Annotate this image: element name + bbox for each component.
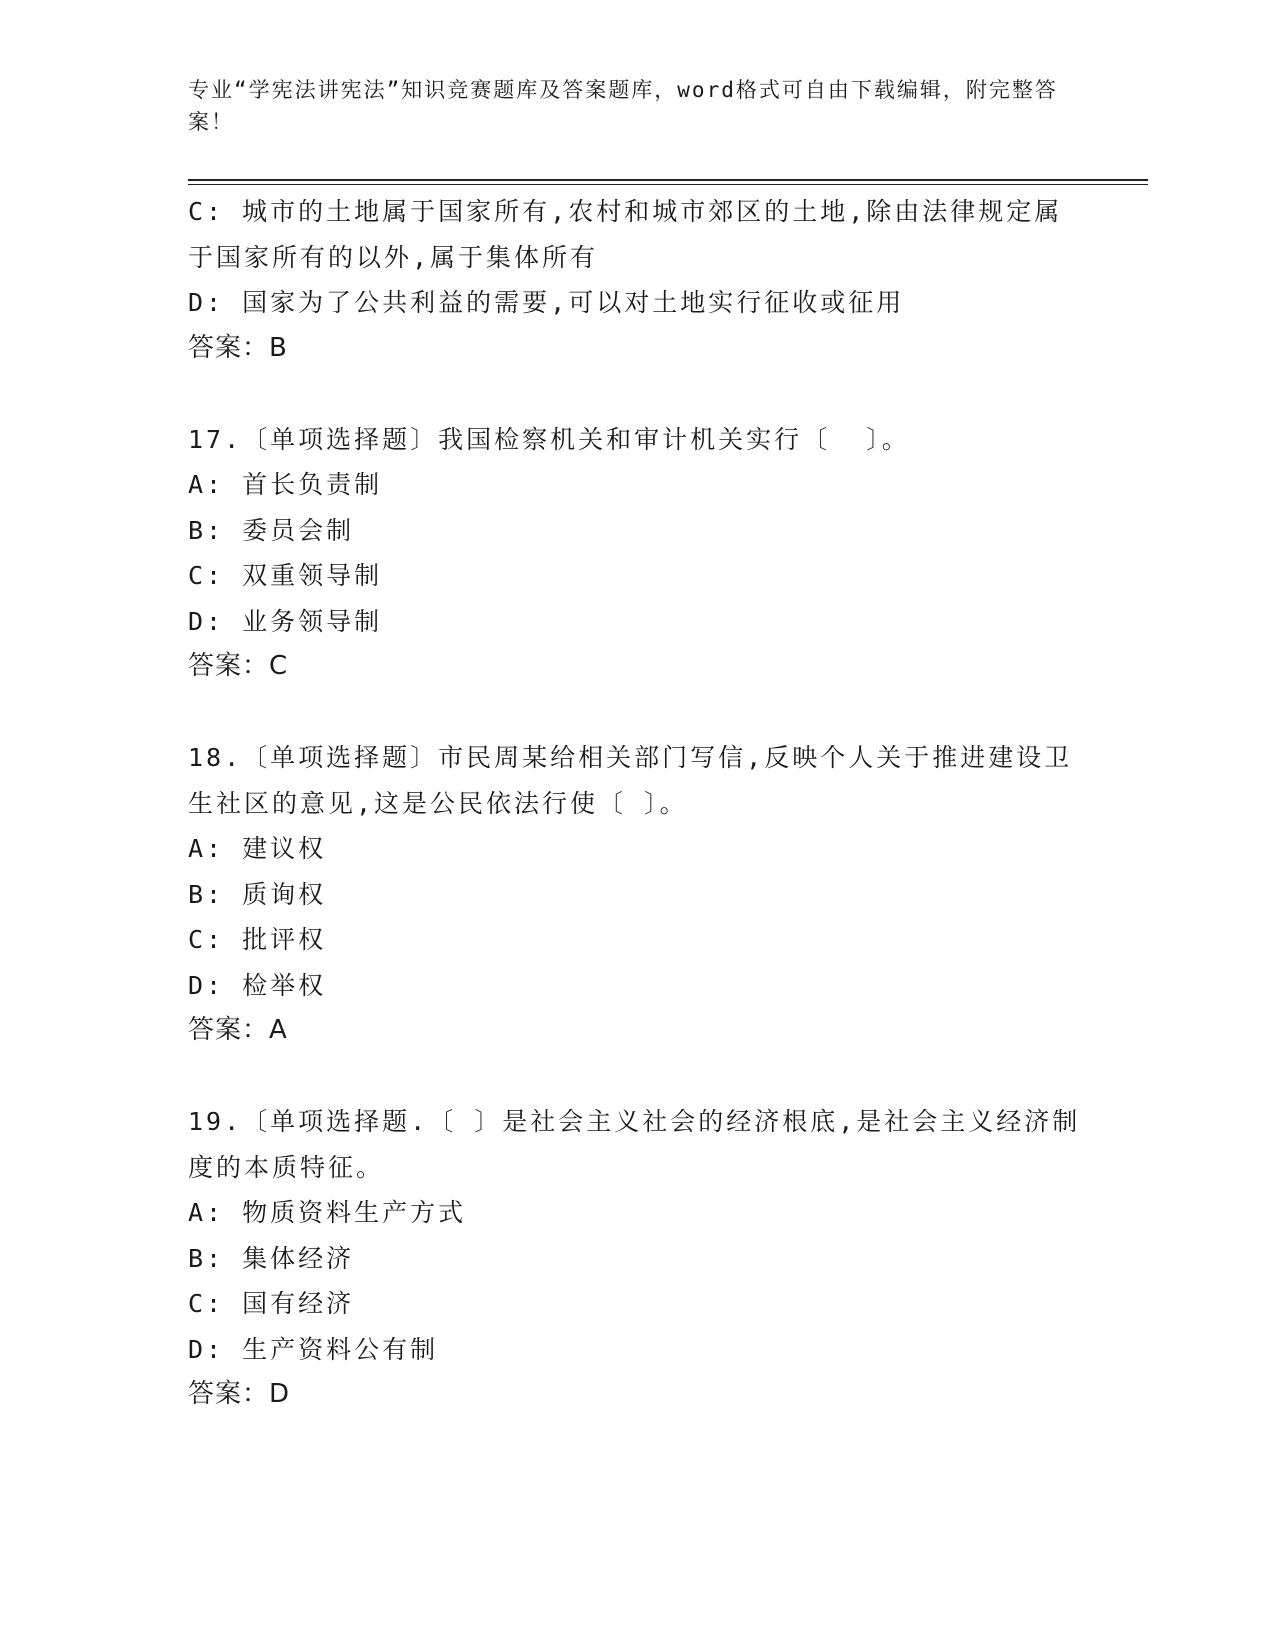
option-a: A: 物质资料生产方式 [188, 1198, 467, 1227]
option-b: B: 集体经济 [188, 1243, 355, 1273]
option-b: B: 质询权 [188, 879, 327, 909]
spacer [188, 1054, 1088, 1100]
option-a: A: 建议权 [188, 834, 327, 863]
question-stem: 17.〔单项选择题〕我国检察机关和审计机关实行〔 〕。 [188, 424, 910, 454]
option-d: D: 业务领导制 [188, 606, 383, 636]
option-c: C: 城市的土地属于国家所有,农村和城市郊区的土地,除由法律规定属于国家所有的以外,属于集体所有 [188, 197, 1063, 272]
spacer [188, 690, 1088, 736]
header-divider [188, 179, 1148, 185]
question-stem: 18.〔单项选择题〕市民周某给相关部门写信,反映个人关于推进建设卫生社区的意见,这是公民依法行使〔 〕。 [188, 743, 1073, 818]
header-title: 专业“学宪法讲宪法”知识竞赛题库及答案题库，word格式可自由下载编辑，附完整答案！ [188, 78, 1058, 134]
option-d: D: 国家为了公共利益的需要,可以对土地实行征收或征用 [188, 288, 905, 317]
question-list [188, 189, 1088, 1418]
option-c: C: 双重领导制 [188, 561, 383, 590]
question-stem: 19.〔单项选择题.〔 〕是社会主义社会的经济根底,是社会主义经济制度的本质特征。 [188, 1107, 1081, 1182]
option-d: D: 生产资料公有制 [188, 1334, 439, 1364]
document-header [188, 74, 1068, 138]
spacer [188, 371, 1088, 417]
option-a: A: 首长负责制 [188, 470, 383, 499]
answer-line: 答案：D [188, 1379, 291, 1409]
option-b: B: 委员会制 [188, 515, 355, 545]
continued-question [188, 189, 1088, 371]
answer-line: 答案：B [188, 332, 288, 363]
question-17 [188, 417, 1088, 690]
answer-line: 答案：C [188, 651, 289, 681]
question-19 [188, 1099, 1088, 1418]
option-c: C: 国有经济 [188, 1289, 355, 1318]
option-d: D: 检举权 [188, 970, 327, 1000]
question-18 [188, 735, 1088, 1054]
option-c: C: 批评权 [188, 925, 327, 954]
answer-line: 答案：A [188, 1015, 288, 1045]
